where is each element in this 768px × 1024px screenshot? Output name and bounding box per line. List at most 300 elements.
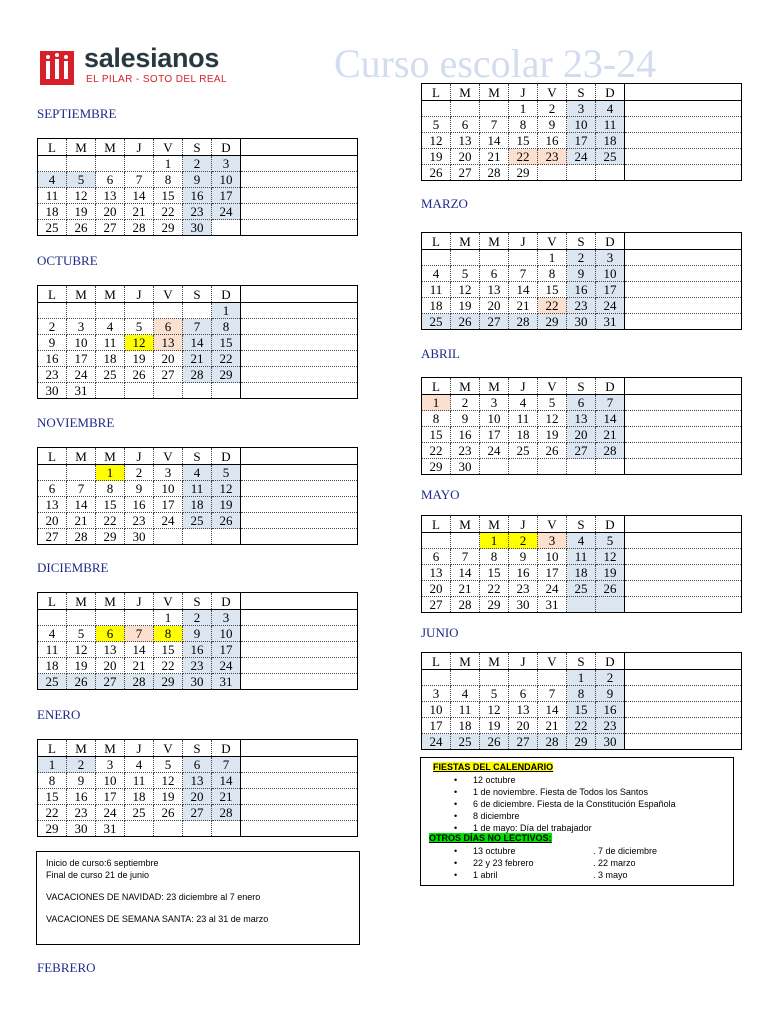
day-cell: 4 (125, 757, 154, 773)
day-cell: 17 (596, 282, 625, 298)
day-cell: 25 (38, 674, 67, 690)
day-cell: 8 (212, 319, 241, 335)
easter-holidays: VACACIONES DE SEMANA SANTA: 23 al 31 de marzo (46, 914, 269, 924)
day-cell: 26 (451, 314, 480, 330)
weekday-header: D (212, 139, 241, 156)
day-cell: 28 (596, 443, 625, 459)
day-cell: 7 (125, 172, 154, 188)
day-cell: 23 (538, 149, 567, 165)
weekday-header: M (67, 448, 96, 465)
day-cell: 11 (38, 188, 67, 204)
day-cell: 7 (596, 395, 625, 411)
day-cell: 4 (38, 172, 67, 188)
day-cell: 28 (538, 734, 567, 750)
day-cell: 30 (596, 734, 625, 750)
weekday-header: D (212, 593, 241, 610)
day-cell: 28 (212, 805, 241, 821)
day-cell: 15 (509, 133, 538, 149)
weekday-header: V (538, 378, 567, 395)
empty-cell (567, 597, 596, 613)
weekday-header: J (509, 653, 538, 670)
day-cell: 14 (183, 335, 212, 351)
day-cell: 26 (67, 674, 96, 690)
day-cell: 6 (154, 319, 183, 335)
day-cell: 14 (451, 565, 480, 581)
day-cell: 10 (212, 626, 241, 642)
day-cell: 9 (509, 549, 538, 565)
day-cell: 1 (538, 250, 567, 266)
day-cell: 25 (38, 220, 67, 236)
day-cell: 25 (567, 581, 596, 597)
day-cell: 21 (480, 149, 509, 165)
empty-cell (154, 303, 183, 319)
day-cell: 6 (183, 757, 212, 773)
empty-cell (154, 383, 183, 399)
day-cell: 17 (212, 642, 241, 658)
bullet-icon: • (454, 858, 458, 868)
empty-cell (125, 821, 154, 837)
day-cell: 4 (38, 626, 67, 642)
day-cell: 22 (567, 718, 596, 734)
empty-cell (183, 383, 212, 399)
weekday-header: V (538, 516, 567, 533)
empty-cell (183, 821, 212, 837)
day-cell: 23 (567, 298, 596, 314)
day-cell: 15 (480, 565, 509, 581)
day-cell: 3 (422, 686, 451, 702)
day-cell: 5 (451, 266, 480, 282)
day-cell: 21 (509, 298, 538, 314)
weekday-header: L (38, 448, 67, 465)
weekday-header: J (125, 593, 154, 610)
calendar-may (421, 515, 742, 613)
empty-cell (422, 250, 451, 266)
month-label-mar: MARZO (421, 196, 468, 211)
day-cell: 11 (96, 335, 125, 351)
weekday-header: L (422, 516, 451, 533)
day-cell: 18 (38, 204, 67, 220)
empty-cell (183, 529, 212, 545)
day-cell: 14 (125, 188, 154, 204)
day-cell: 24 (567, 149, 596, 165)
day-cell: 22 (96, 513, 125, 529)
calendar-jun (421, 652, 742, 750)
day-cell: 15 (422, 427, 451, 443)
day-cell: 17 (154, 497, 183, 513)
day-cell: 17 (67, 351, 96, 367)
day-cell: 3 (154, 465, 183, 481)
day-cell: 29 (96, 529, 125, 545)
day-cell: 30 (125, 529, 154, 545)
day-cell: 10 (538, 549, 567, 565)
day-cell: 9 (38, 335, 67, 351)
bullet-icon: • (454, 787, 458, 797)
weekday-header: J (125, 286, 154, 303)
day-cell: 11 (509, 411, 538, 427)
day-cell: 4 (567, 533, 596, 549)
weekday-header: M (451, 516, 480, 533)
day-cell: 8 (422, 411, 451, 427)
day-cell: 22 (38, 805, 67, 821)
day-cell: 26 (596, 581, 625, 597)
holiday-item: 12 octubre (473, 775, 516, 785)
day-cell: 26 (125, 367, 154, 383)
weekday-header: M (96, 286, 125, 303)
day-cell: 10 (96, 773, 125, 789)
day-cell: 7 (538, 686, 567, 702)
weekday-header: J (509, 84, 538, 101)
day-cell: 24 (96, 805, 125, 821)
day-cell: 7 (67, 481, 96, 497)
day-cell: 27 (480, 314, 509, 330)
day-cell: 13 (422, 565, 451, 581)
empty-cell (480, 670, 509, 686)
other-day-item: 22 y 23 febrero (473, 858, 534, 868)
day-cell: 7 (212, 757, 241, 773)
day-cell: 31 (596, 314, 625, 330)
day-cell: 27 (96, 674, 125, 690)
day-cell: 5 (212, 465, 241, 481)
weekday-header: M (451, 84, 480, 101)
day-cell: 17 (567, 133, 596, 149)
day-cell: 22 (154, 204, 183, 220)
day-cell: 29 (212, 367, 241, 383)
day-cell: 2 (451, 395, 480, 411)
day-cell: 9 (596, 686, 625, 702)
day-cell: 16 (451, 427, 480, 443)
day-cell: 20 (96, 658, 125, 674)
day-cell: 4 (451, 686, 480, 702)
day-cell: 20 (38, 513, 67, 529)
holiday-item: 1 de mayo: Día del trabajador (473, 823, 592, 833)
day-cell: 26 (422, 165, 451, 181)
weekday-header: L (38, 740, 67, 757)
day-cell: 23 (183, 204, 212, 220)
day-cell: 20 (509, 718, 538, 734)
day-cell: 22 (480, 581, 509, 597)
month-label-jun: JUNIO (421, 625, 459, 640)
day-cell: 31 (212, 674, 241, 690)
day-cell: 10 (212, 172, 241, 188)
day-cell: 1 (567, 670, 596, 686)
day-cell: 13 (509, 702, 538, 718)
day-cell: 15 (538, 282, 567, 298)
other-day-item: 1 abril (473, 870, 498, 880)
day-cell: 5 (422, 117, 451, 133)
other-day-item: . 3 mayo (593, 870, 628, 880)
day-cell: 12 (212, 481, 241, 497)
day-cell: 12 (67, 188, 96, 204)
day-cell: 11 (451, 702, 480, 718)
empty-cell (125, 610, 154, 626)
weekday-header: V (154, 448, 183, 465)
empty-cell (538, 459, 567, 475)
day-cell: 11 (125, 773, 154, 789)
weekday-header: M (96, 593, 125, 610)
day-cell: 17 (422, 718, 451, 734)
day-cell: 19 (67, 204, 96, 220)
day-cell: 24 (212, 204, 241, 220)
holidays-title: FIESTAS DEL CALENDARIO (433, 762, 554, 772)
weekday-header: S (183, 740, 212, 757)
weekday-header: D (212, 286, 241, 303)
weekday-header: L (422, 653, 451, 670)
day-cell: 29 (154, 220, 183, 236)
day-cell: 8 (96, 481, 125, 497)
empty-cell (38, 465, 67, 481)
day-cell: 18 (596, 133, 625, 149)
day-cell: 8 (567, 686, 596, 702)
day-cell: 29 (538, 314, 567, 330)
day-cell: 12 (538, 411, 567, 427)
day-cell: 23 (125, 513, 154, 529)
weekday-header: V (538, 653, 567, 670)
weekday-header: S (183, 448, 212, 465)
day-cell: 28 (125, 674, 154, 690)
weekday-header: S (567, 233, 596, 250)
empty-cell (38, 610, 67, 626)
day-cell: 14 (67, 497, 96, 513)
empty-cell (125, 156, 154, 172)
day-cell: 4 (509, 395, 538, 411)
day-cell: 27 (96, 220, 125, 236)
day-cell: 23 (596, 718, 625, 734)
empty-cell (422, 101, 451, 117)
day-cell: 16 (596, 702, 625, 718)
day-cell: 6 (96, 172, 125, 188)
day-cell: 9 (183, 626, 212, 642)
day-cell: 13 (154, 335, 183, 351)
weekday-header: M (480, 233, 509, 250)
day-cell: 27 (154, 367, 183, 383)
day-cell: 13 (96, 642, 125, 658)
day-cell: 26 (67, 220, 96, 236)
day-cell: 30 (38, 383, 67, 399)
weekday-header: L (38, 593, 67, 610)
day-cell: 3 (212, 610, 241, 626)
day-cell: 5 (67, 172, 96, 188)
day-cell: 14 (509, 282, 538, 298)
day-cell: 17 (538, 565, 567, 581)
empty-cell (67, 610, 96, 626)
calendar-sep (37, 138, 358, 236)
weekday-header: V (154, 286, 183, 303)
calendar-oct (37, 285, 358, 399)
weekday-header: M (96, 448, 125, 465)
month-label-feb: FEBRERO (37, 960, 96, 975)
day-cell: 2 (509, 533, 538, 549)
day-cell: 24 (538, 581, 567, 597)
empty-cell (538, 670, 567, 686)
weekday-header: M (451, 378, 480, 395)
calendar-feb (421, 83, 742, 181)
day-cell: 19 (422, 149, 451, 165)
day-cell: 2 (567, 250, 596, 266)
day-cell: 1 (154, 610, 183, 626)
day-cell: 6 (422, 549, 451, 565)
calendar-dic (37, 592, 358, 690)
calendar-abr (421, 377, 742, 475)
empty-cell (212, 220, 241, 236)
day-cell: 14 (596, 411, 625, 427)
day-cell: 19 (451, 298, 480, 314)
day-cell: 3 (480, 395, 509, 411)
empty-cell (451, 101, 480, 117)
holiday-item: 1 de noviembre. Fiesta de Todos los Santos (473, 787, 648, 797)
day-cell: 18 (509, 427, 538, 443)
day-cell: 2 (38, 319, 67, 335)
day-cell: 29 (154, 674, 183, 690)
day-cell: 24 (596, 298, 625, 314)
day-cell: 6 (480, 266, 509, 282)
day-cell: 6 (509, 686, 538, 702)
weekday-header: V (154, 593, 183, 610)
course-start: Inicio de curso:6 septiembre (46, 858, 159, 868)
empty-cell (67, 465, 96, 481)
day-cell: 26 (538, 443, 567, 459)
day-cell: 28 (183, 367, 212, 383)
day-cell: 9 (125, 481, 154, 497)
day-cell: 4 (96, 319, 125, 335)
empty-cell (567, 459, 596, 475)
weekday-header: V (538, 84, 567, 101)
empty-cell (596, 459, 625, 475)
day-cell: 23 (183, 658, 212, 674)
day-cell: 2 (183, 610, 212, 626)
day-cell: 11 (567, 549, 596, 565)
holidays-box (420, 757, 734, 886)
weekday-header: J (509, 378, 538, 395)
day-cell: 15 (154, 188, 183, 204)
weekday-header: D (596, 84, 625, 101)
day-cell: 12 (422, 133, 451, 149)
day-cell: 29 (567, 734, 596, 750)
empty-cell (212, 529, 241, 545)
day-cell: 14 (480, 133, 509, 149)
day-cell: 19 (538, 427, 567, 443)
day-cell: 25 (596, 149, 625, 165)
month-label-sep: SEPTIEMBRE (37, 106, 117, 121)
weekday-header: M (451, 653, 480, 670)
day-cell: 14 (212, 773, 241, 789)
day-cell: 26 (480, 734, 509, 750)
day-cell: 24 (422, 734, 451, 750)
day-cell: 28 (67, 529, 96, 545)
weekday-header: S (567, 84, 596, 101)
day-cell: 11 (183, 481, 212, 497)
day-cell: 4 (596, 101, 625, 117)
day-cell: 31 (538, 597, 567, 613)
day-cell: 20 (96, 204, 125, 220)
day-cell: 25 (422, 314, 451, 330)
weekday-header: V (538, 233, 567, 250)
day-cell: 27 (38, 529, 67, 545)
day-cell: 9 (183, 172, 212, 188)
day-cell: 3 (212, 156, 241, 172)
day-cell: 21 (125, 658, 154, 674)
empty-cell (125, 383, 154, 399)
day-cell: 23 (38, 367, 67, 383)
day-cell: 9 (538, 117, 567, 133)
day-cell: 20 (567, 427, 596, 443)
day-cell: 15 (96, 497, 125, 513)
day-cell: 1 (212, 303, 241, 319)
day-cell: 27 (451, 165, 480, 181)
day-cell: 7 (125, 626, 154, 642)
christmas-holidays: VACACIONES DE NAVIDAD: 23 diciembre al 7 enero (46, 892, 261, 902)
weekday-header: L (38, 286, 67, 303)
empty-cell (422, 670, 451, 686)
month-label-abr: ABRIL (421, 346, 460, 361)
day-cell: 6 (567, 395, 596, 411)
day-cell: 16 (509, 565, 538, 581)
day-cell: 1 (38, 757, 67, 773)
day-cell: 24 (67, 367, 96, 383)
day-cell: 7 (509, 266, 538, 282)
day-cell: 18 (422, 298, 451, 314)
month-label-may: MAYO (421, 487, 460, 502)
empty-cell (451, 533, 480, 549)
day-cell: 5 (154, 757, 183, 773)
day-cell: 25 (183, 513, 212, 529)
logo-name: salesianos (84, 43, 220, 73)
other-days-title: OTROS DÍAS NO LECTIVOS: (429, 833, 552, 843)
empty-cell (422, 533, 451, 549)
day-cell: 7 (451, 549, 480, 565)
empty-cell (67, 156, 96, 172)
page-title: Curso escolar 23-24 (334, 41, 657, 86)
weekday-header: L (38, 139, 67, 156)
weekday-header: M (96, 139, 125, 156)
holiday-item: 6 de diciembre. Fiesta de la Constitución Española (473, 799, 676, 809)
day-cell: 5 (125, 319, 154, 335)
day-cell: 6 (451, 117, 480, 133)
day-cell: 10 (422, 702, 451, 718)
weekday-header: D (596, 653, 625, 670)
day-cell: 3 (67, 319, 96, 335)
day-cell: 7 (183, 319, 212, 335)
day-cell: 28 (509, 314, 538, 330)
day-cell: 3 (96, 757, 125, 773)
day-cell: 27 (509, 734, 538, 750)
day-cell: 21 (67, 513, 96, 529)
day-cell: 13 (38, 497, 67, 513)
day-cell: 19 (154, 789, 183, 805)
holiday-item: 8 diciembre (473, 811, 520, 821)
empty-cell (212, 383, 241, 399)
day-cell: 29 (509, 165, 538, 181)
weekday-header: S (183, 139, 212, 156)
day-cell: 13 (451, 133, 480, 149)
empty-cell (451, 670, 480, 686)
empty-cell (183, 303, 212, 319)
day-cell: 16 (67, 789, 96, 805)
day-cell: 23 (451, 443, 480, 459)
empty-cell (96, 303, 125, 319)
day-cell: 12 (154, 773, 183, 789)
day-cell: 10 (596, 266, 625, 282)
day-cell: 6 (96, 626, 125, 642)
day-cell: 22 (538, 298, 567, 314)
day-cell: 5 (67, 626, 96, 642)
day-cell: 15 (567, 702, 596, 718)
day-cell: 18 (38, 658, 67, 674)
weekday-header: M (480, 378, 509, 395)
weekday-header: J (125, 139, 154, 156)
bullet-icon: • (454, 811, 458, 821)
day-cell: 24 (154, 513, 183, 529)
day-cell: 22 (154, 658, 183, 674)
